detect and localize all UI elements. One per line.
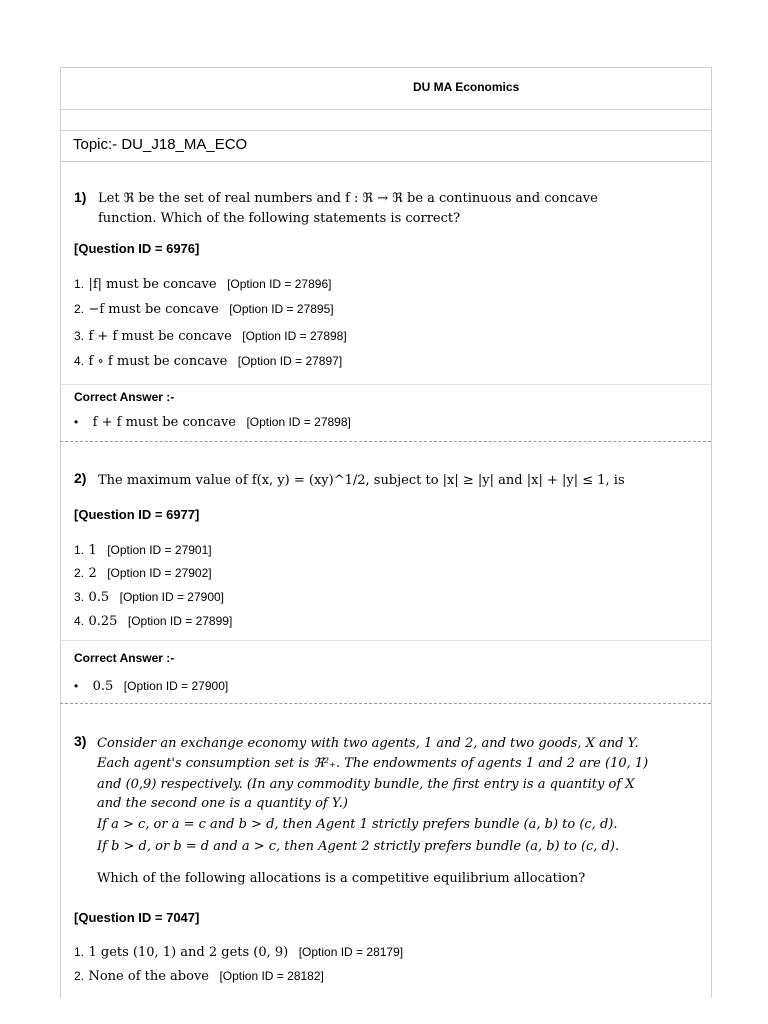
q2-option-3[interactable] bbox=[74, 588, 224, 606]
bullet: • bbox=[74, 679, 79, 693]
option-number: 1. bbox=[74, 277, 85, 291]
question-3-text-line-4: and the second one is a quantity of Y.) bbox=[97, 796, 348, 811]
option-id: [Option ID = 28179] bbox=[298, 945, 404, 959]
option-number: 2. bbox=[74, 969, 85, 983]
q1-separator bbox=[60, 441, 711, 442]
option-text: 0.25 bbox=[88, 614, 118, 629]
q3-option-2[interactable] bbox=[74, 967, 324, 985]
q3-option-1[interactable] bbox=[74, 943, 403, 961]
answer-text: 0.5 bbox=[92, 679, 114, 694]
question-2-text-line-1: The maximum value of f(x, y) = (xy)^1/2, subject to |x| ≥ |y| and |x| + |y| ≤ 1, is bbox=[98, 473, 625, 488]
option-number: 3. bbox=[74, 329, 85, 343]
q1-option-3[interactable] bbox=[74, 327, 347, 345]
question-3-text-line-3: and (0,9) respectively. (In any commodity bundle, the first entry is a quantity of X bbox=[97, 777, 635, 792]
q2-correct-answer-label: Correct Answer :- bbox=[74, 651, 175, 665]
option-text: None of the above bbox=[88, 969, 209, 984]
option-id: [Option ID = 27900] bbox=[119, 590, 225, 604]
option-number: 4. bbox=[74, 354, 85, 368]
option-text: 2 bbox=[88, 566, 97, 581]
question-1-text-line-2: function. Which of the following statements is correct? bbox=[98, 211, 461, 226]
page-title: DU MA Economics bbox=[413, 80, 520, 94]
answer-option-id: [Option ID = 27898] bbox=[246, 415, 351, 429]
q2-separator bbox=[60, 703, 711, 704]
option-number: 3. bbox=[74, 590, 85, 604]
question-1-number: 1) bbox=[74, 189, 87, 205]
q2-correct-answer bbox=[74, 677, 228, 695]
option-id: [Option ID = 27896] bbox=[227, 277, 332, 291]
option-number: 4. bbox=[74, 614, 85, 628]
option-number: 1. bbox=[74, 945, 85, 959]
option-id: [Option ID = 27895] bbox=[229, 302, 334, 316]
option-id: [Option ID = 27897] bbox=[237, 354, 343, 368]
question-3-text-line-5: If a > c, or a = c and b > d, then Agent 1 strictly prefers bundle (a, b) to (c, d). bbox=[97, 817, 618, 832]
option-text: 1 bbox=[88, 543, 97, 558]
topic-divider bbox=[60, 161, 711, 162]
option-id: [Option ID = 27901] bbox=[107, 543, 212, 557]
question-3-number: 3) bbox=[74, 733, 87, 749]
question-1-text-line-1: Let ℜ be the set of real numbers and f : ℜ → ℜ be a continuous and concave bbox=[98, 191, 598, 206]
header-divider bbox=[60, 109, 711, 110]
q2-option-2[interactable] bbox=[74, 564, 212, 582]
option-text: |f| must be concave bbox=[88, 277, 217, 292]
option-text: 1 gets (10, 1) and 2 gets (0, 9) bbox=[88, 945, 289, 960]
option-id: [Option ID = 27902] bbox=[107, 566, 212, 580]
q1-correct-answer-label: Correct Answer :- bbox=[74, 390, 175, 404]
question-3-text-line-2: Each agent's consumption set is ℜ²₊. The endowments of agents 1 and 2 are (10, 1) bbox=[97, 756, 649, 771]
answer-text: f + f must be concave bbox=[92, 415, 236, 430]
question-3-text-line-7: Which of the following allocations is a competitive equilibrium allocation? bbox=[97, 871, 586, 886]
q1-option-2[interactable] bbox=[74, 300, 334, 318]
q2-option-1[interactable] bbox=[74, 541, 212, 559]
question-2-id: [Question ID = 6977] bbox=[74, 507, 200, 522]
option-id: [Option ID = 28182] bbox=[219, 969, 324, 983]
question-3-text-line-1: Consider an exchange economy with two agents, 1 and 2, and two goods, X and Y. bbox=[97, 736, 639, 751]
option-text: −f must be concave bbox=[88, 302, 219, 317]
spacer-divider bbox=[60, 130, 711, 131]
option-number: 2. bbox=[74, 302, 85, 316]
q1-answer-divider bbox=[60, 384, 711, 385]
q1-option-1[interactable] bbox=[74, 275, 331, 293]
option-id: [Option ID = 27899] bbox=[127, 614, 233, 628]
option-number: 2. bbox=[74, 566, 85, 580]
option-number: 1. bbox=[74, 543, 85, 557]
answer-option-id: [Option ID = 27900] bbox=[123, 679, 229, 693]
q2-answer-divider bbox=[60, 640, 711, 641]
question-3-text-line-6: If b > d, or b = d and a > c, then Agent 2 strictly prefers bundle (a, b) to (c, d). bbox=[97, 839, 620, 854]
question-3-id: [Question ID = 7047] bbox=[74, 910, 200, 925]
q2-option-4[interactable] bbox=[74, 612, 232, 630]
q1-option-4[interactable] bbox=[74, 352, 342, 370]
q1-correct-answer bbox=[74, 413, 351, 431]
question-1-id: [Question ID = 6976] bbox=[74, 241, 200, 256]
bullet: • bbox=[74, 415, 79, 429]
option-text: f ∘ f must be concave bbox=[88, 354, 228, 369]
question-2-number: 2) bbox=[74, 470, 87, 486]
option-text: 0.5 bbox=[88, 590, 110, 605]
option-text: f + f must be concave bbox=[88, 329, 232, 344]
option-id: [Option ID = 27898] bbox=[242, 329, 347, 343]
topic-label: Topic:- DU_J18_MA_ECO bbox=[73, 136, 248, 153]
